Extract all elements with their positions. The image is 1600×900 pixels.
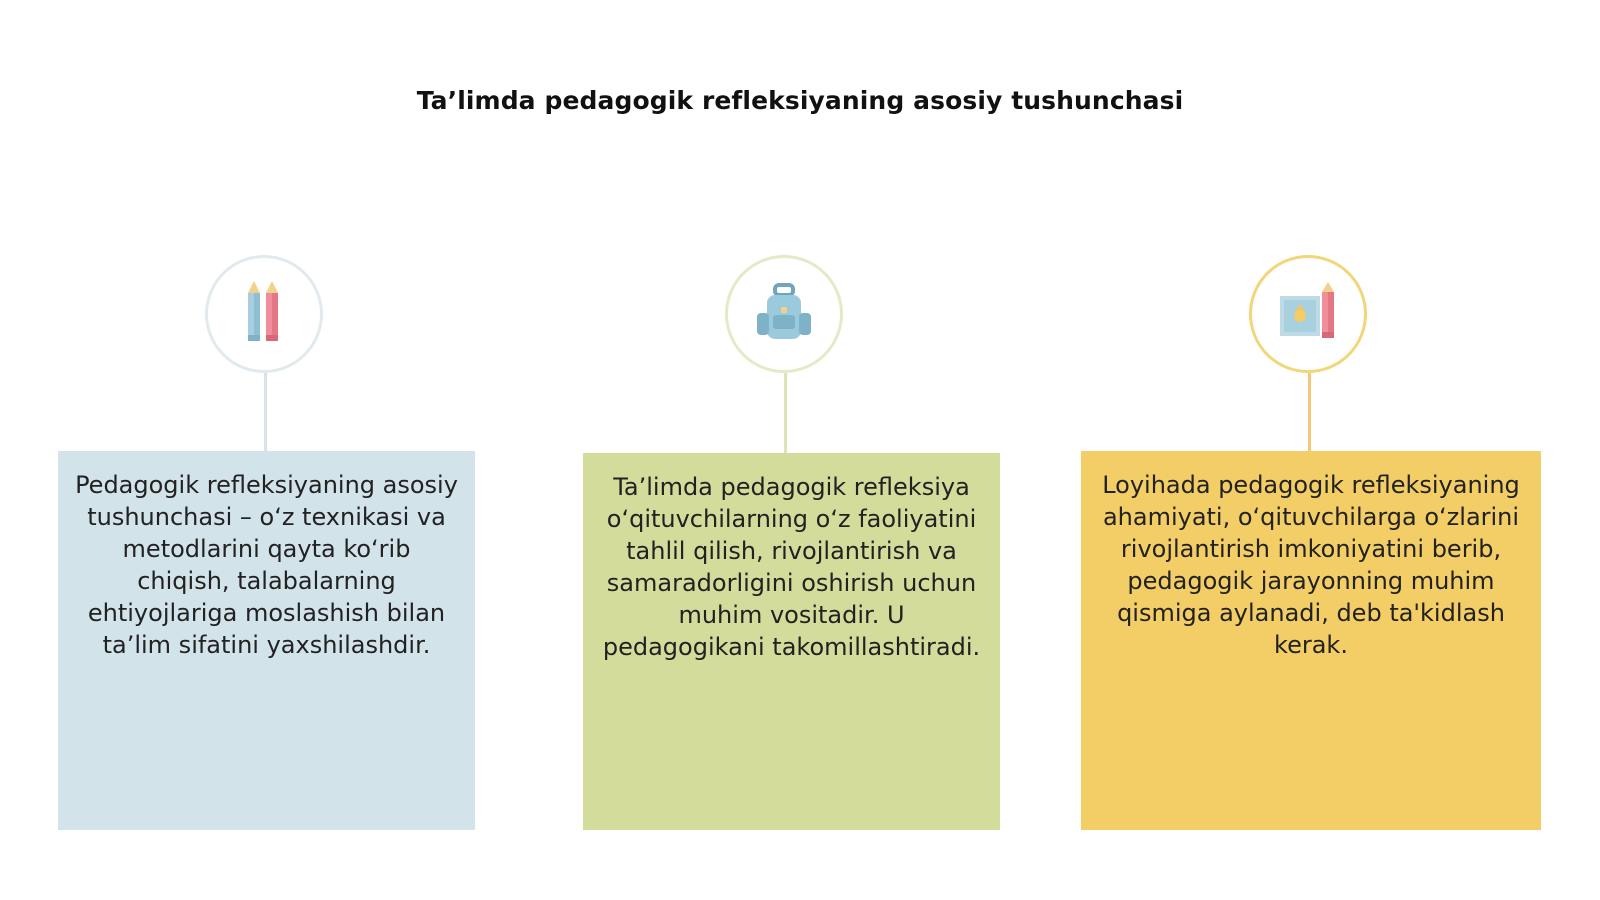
concept-card-1: Pedagogik refleksiyaning asosiy tushunchasi – o‘z texnikasi va metodlarini qayta ko‘rib chiqish, talabalarning ehtiyojlariga moslashish bilan ta’lim sifatini yaxshilashdir. xyxy=(58,451,475,830)
connector-line-2 xyxy=(784,373,787,453)
icon-circle-3 xyxy=(1249,255,1367,373)
drawing-and-crayon-icon xyxy=(1276,282,1340,346)
concept-card-3: Loyihada pedagogik refleksiyaning ahamiyati, o‘qituvchilarga o‘zlarini rivojlantirish imkoniyatini berib, pedagogik jarayonning muhim qismiga aylanadi, deb ta'kidlash kerak. xyxy=(1081,451,1541,830)
backpack-icon xyxy=(753,283,815,345)
connector-line-1 xyxy=(264,373,267,451)
icon-circle-2 xyxy=(725,255,843,373)
concept-card-2: Ta’limda pedagogik refleksiya o‘qituvchilarning o‘z faoliyatini tahlil qilish, rivojlantirish va samaradorligini oshirish uchun muhim vositadir. U pedagogikani takomillashtiradi. xyxy=(583,453,1000,830)
connector-line-3 xyxy=(1308,373,1311,451)
colored-pencils-icon xyxy=(234,279,294,349)
icon-circle-1 xyxy=(205,255,323,373)
page-title: Ta’limda pedagogik refleksiyaning asosiy tushunchasi xyxy=(416,86,1184,115)
